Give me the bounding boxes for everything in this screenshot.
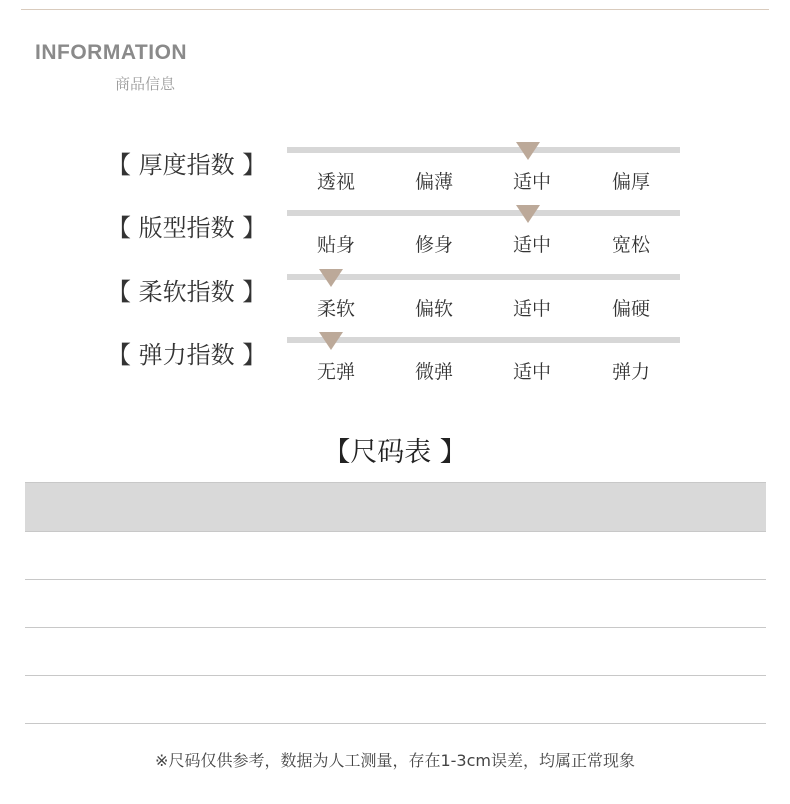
index-option: 适中 [512,361,551,383]
index-option: 适中 [512,171,551,193]
top-divider [21,9,769,10]
index-option: 偏厚 [611,171,650,193]
index-option: 偏软 [414,298,453,320]
size-chart-table [25,482,766,724]
index-option: 无弹 [316,361,355,383]
index-option: 微弹 [414,361,453,383]
index-marker-icon [516,205,540,223]
index-option: 宽松 [611,234,650,256]
index-marker-icon [319,269,343,287]
index-option: 偏薄 [414,171,453,193]
size-chart-row [25,676,766,724]
index-option: 适中 [512,298,551,320]
index-option: 柔软 [316,298,355,320]
index-row-softness [0,272,790,332]
size-footnote: ※尺码仅供参考，数据为人工测量，存在1-3cm误差，均属正常现象 [155,751,635,770]
section-title-zh: 商品信息 [115,75,176,93]
index-option: 透视 [316,171,355,193]
index-track [287,147,680,153]
index-marker-icon [516,142,540,160]
size-chart-header-row [25,483,766,532]
index-track [287,274,680,280]
index-row-thickness [0,145,790,205]
size-chart-row [25,628,766,676]
index-track [287,210,680,216]
index-option: 偏硬 [611,298,650,320]
index-row-fit [0,208,790,268]
index-marker-icon [319,332,343,350]
index-option: 贴身 [316,234,355,256]
section-title-en: INFORMATION [35,41,188,64]
index-option: 弹力 [611,361,650,383]
index-label: 【 柔软指数 】 [107,278,267,306]
index-label: 【 弹力指数 】 [107,341,267,369]
size-chart-title: 【尺码表 】 [323,437,467,468]
index-label: 【 厚度指数 】 [107,151,267,179]
index-label: 【 版型指数 】 [107,214,267,242]
index-row-elasticity [0,335,790,395]
index-track [287,337,680,343]
size-chart-row [25,532,766,580]
size-chart-row [25,580,766,628]
index-option: 适中 [512,234,551,256]
index-option: 修身 [414,234,453,256]
